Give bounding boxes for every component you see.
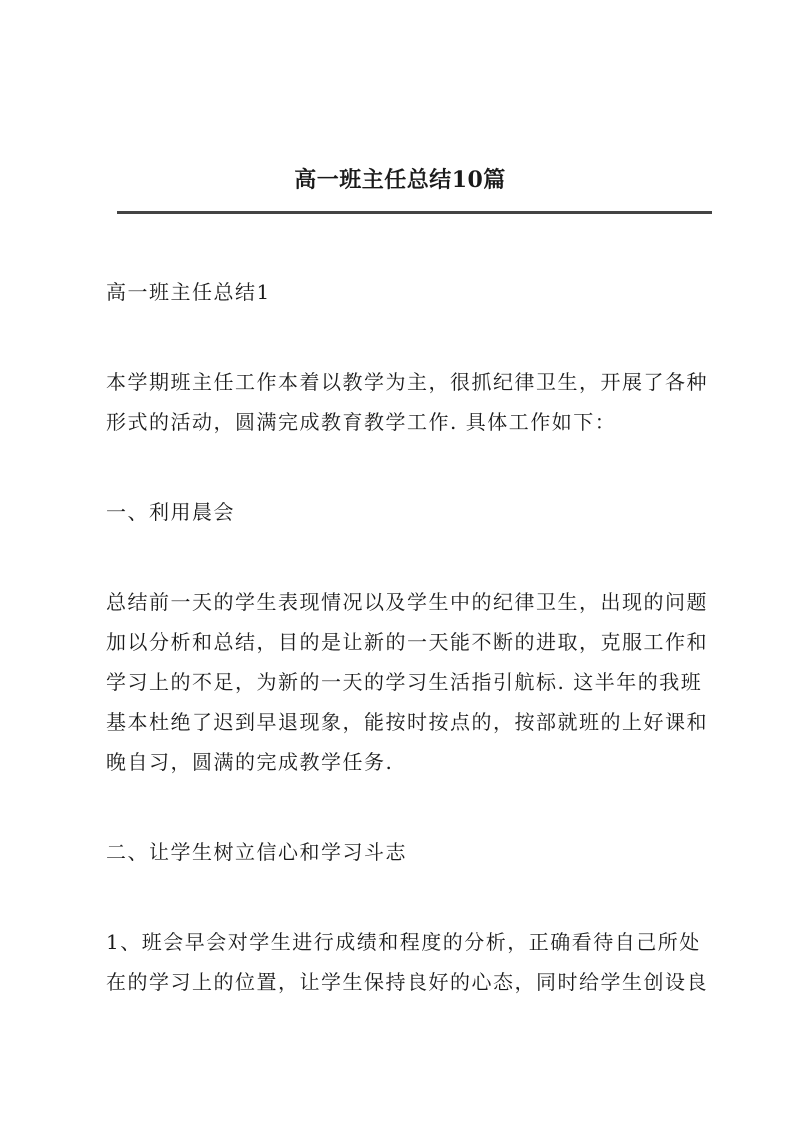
body-line: 1、班会早会对学生进行成绩和程度的分析，正确看待自己所处	[106, 930, 701, 954]
intro-line: 本学期班主任工作本着以教学为主，很抓纪律卫生，开展了各种	[106, 370, 708, 394]
intro-line: 形式的活动，圆满完成教育教学工作. 具体工作如下：	[106, 410, 617, 434]
document-body	[106, 272, 711, 1002]
title-divider	[117, 211, 712, 214]
body-line: 加以分析和总结，目的是让新的一天能不断的进取，克服工作和	[106, 630, 708, 654]
body-line: 学习上的不足，为新的一天的学习生活指引航标. 这半年的我班	[106, 670, 703, 694]
heading-confidence: 二、让学生树立信心和学习斗志	[106, 840, 407, 864]
body-line: 在的学习上的位置，让学生保持良好的心态，同时给学生创设良	[106, 970, 708, 994]
confidence-paragraph	[106, 922, 711, 1002]
body-line: 晚自习，圆满的完成教学任务.	[106, 750, 394, 774]
body-line: 基本杜绝了迟到早退现象，能按时按点的，按部就班的上好课和	[106, 710, 708, 734]
body-line: 总结前一天的学生表现情况以及学生中的纪律卫生，出现的问题	[106, 590, 708, 614]
document-title: 高一班主任总结10篇	[294, 167, 506, 193]
intro-paragraph	[106, 362, 711, 442]
morning-meeting-paragraph	[106, 582, 711, 782]
heading-morning-meeting: 一、利用晨会	[106, 500, 235, 524]
section-heading: 高一班主任总结1	[106, 280, 271, 304]
